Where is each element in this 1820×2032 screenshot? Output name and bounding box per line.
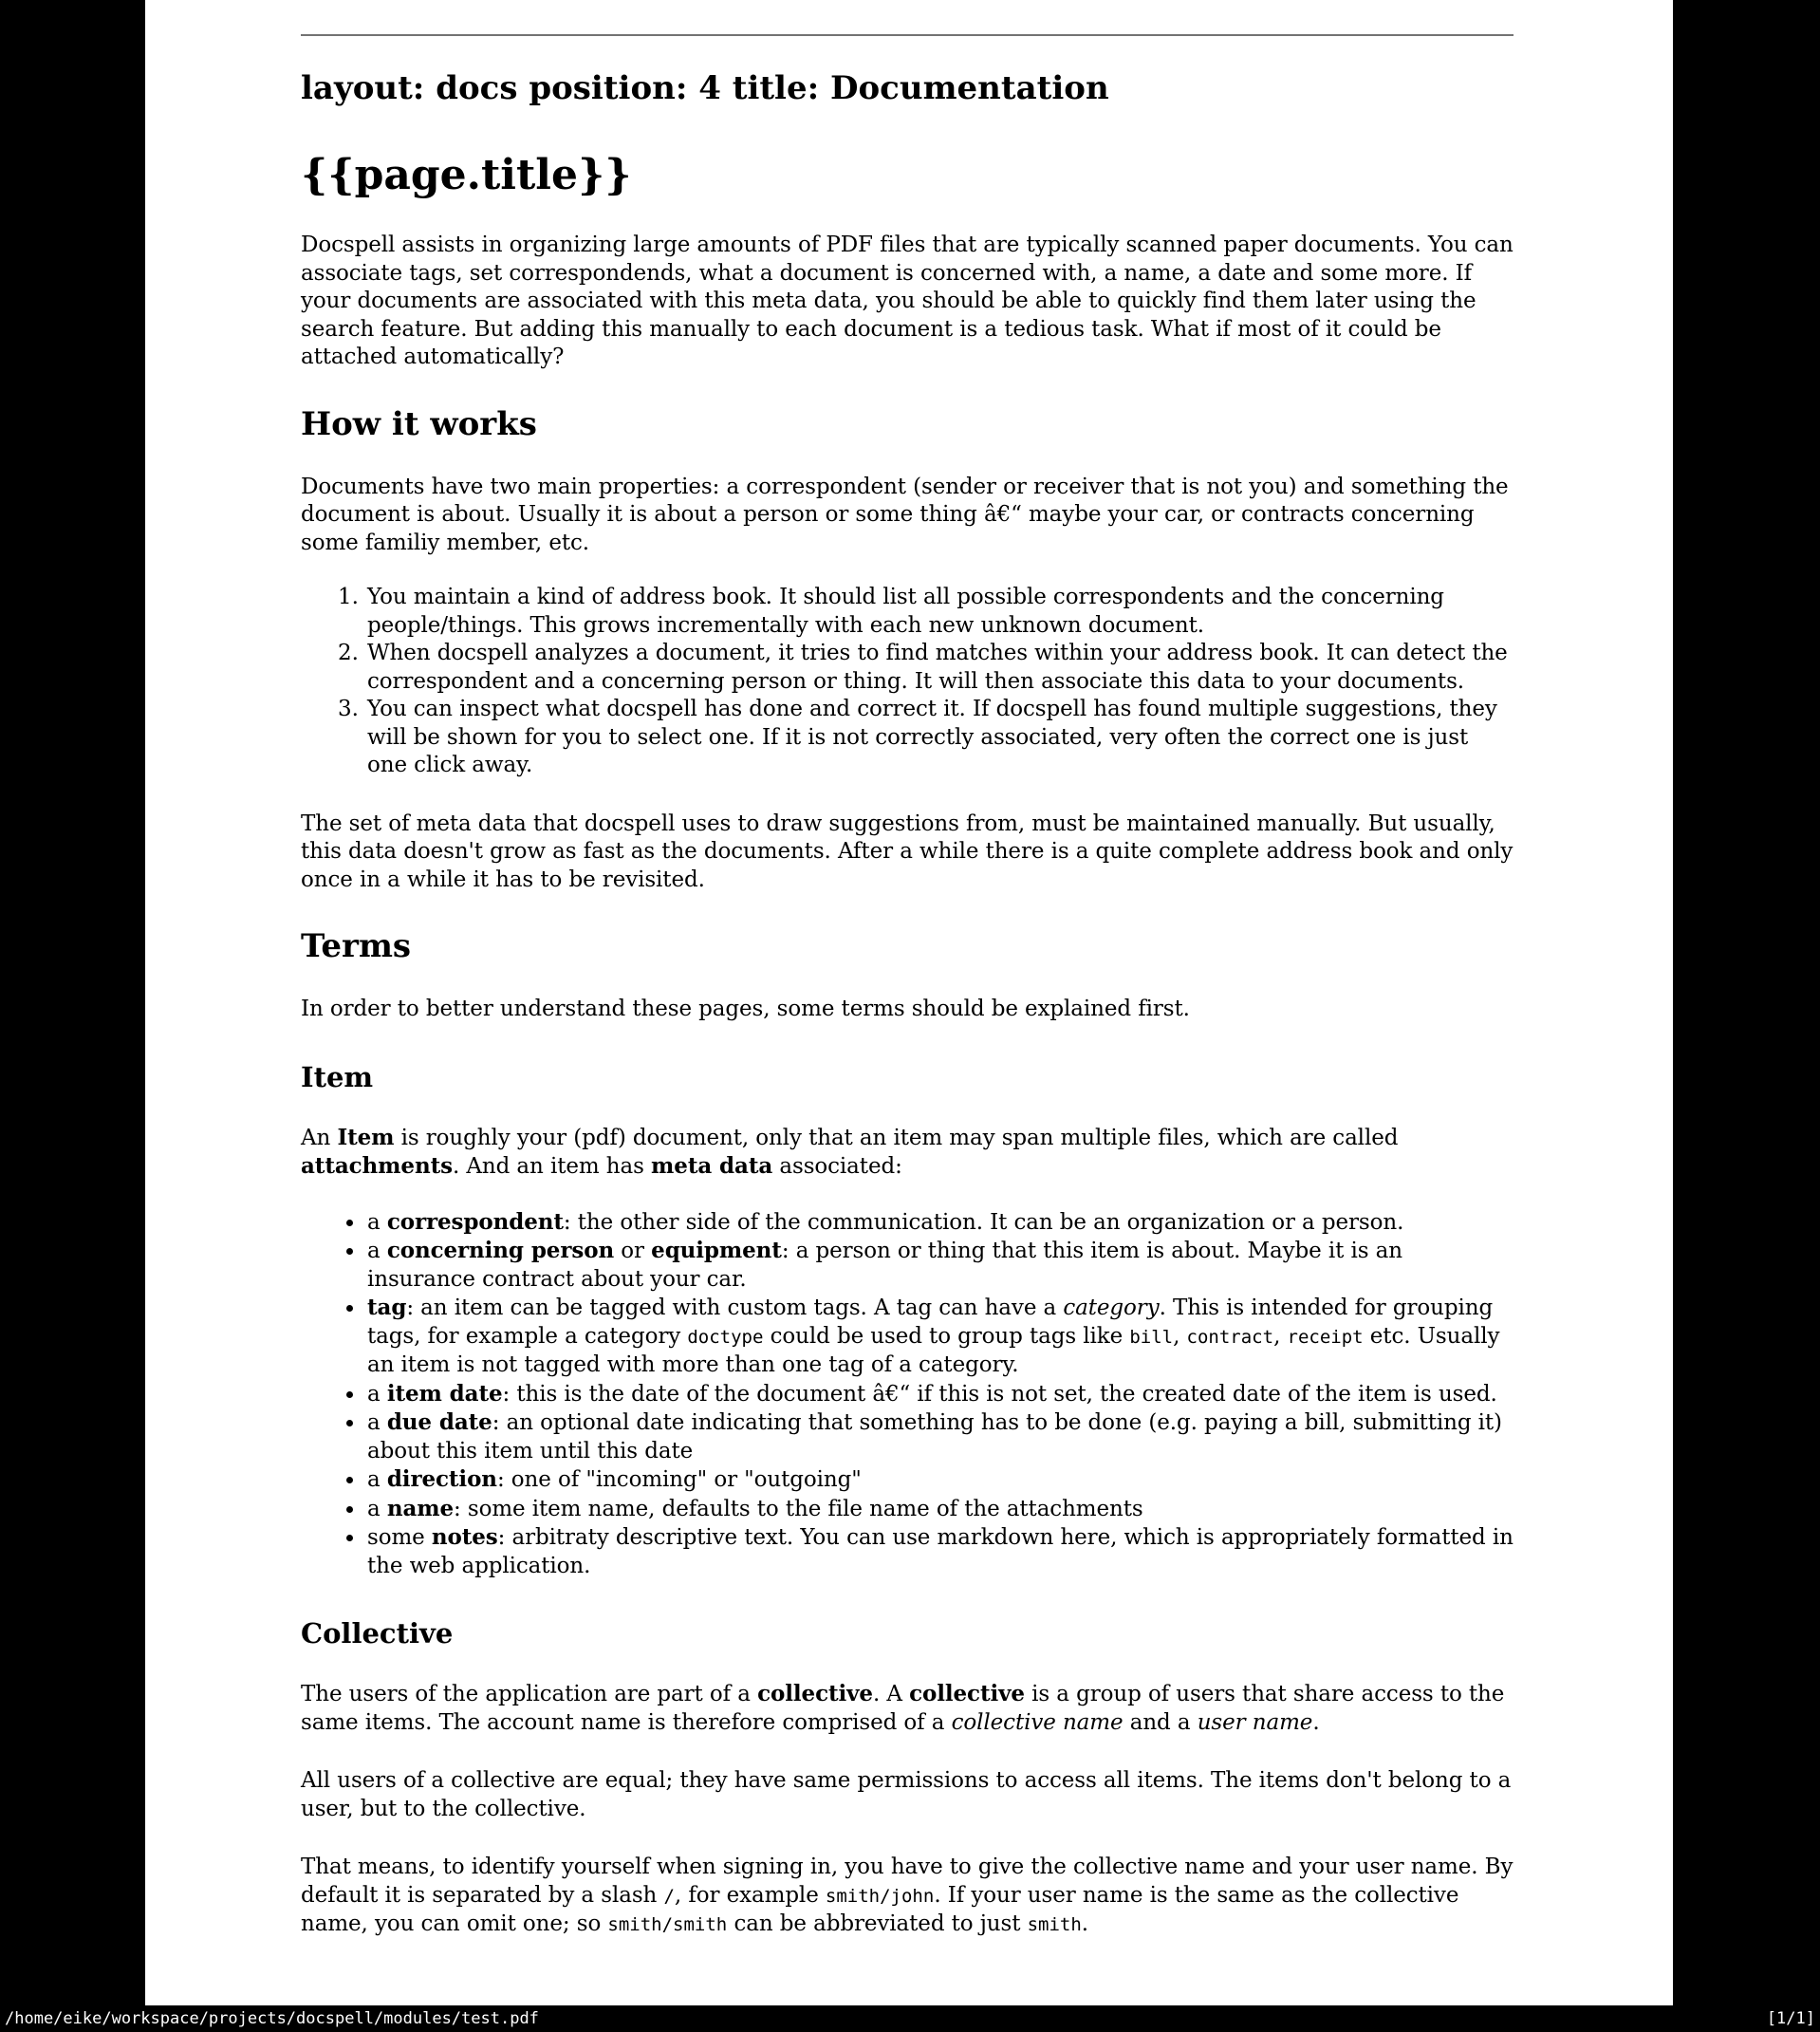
bold-text: equipment (651, 1238, 782, 1263)
section-item (301, 1062, 1514, 1093)
list-item (365, 696, 1514, 780)
inline-code: doctype (687, 1326, 764, 1348)
text-run: You can inspect what docspell has done and correct it. If docspell has found multiple suggestions, they will be shown for you to select one. If it is not correctly associated, very often the correct one is just one click away. (367, 697, 1497, 777)
bold-text: collective (909, 1681, 1025, 1706)
italic-text: collective name (951, 1709, 1124, 1735)
text-run: How it works (301, 404, 537, 443)
text-run: That means, to identify yourself when signing in, you have to give the collective name and your user name. By default it is separated by a slash (301, 1855, 1514, 1908)
text-run: a (367, 1239, 387, 1263)
item-meta-data-list (301, 1208, 1514, 1581)
list-item (365, 1294, 1514, 1380)
bold-text: due date (386, 1409, 492, 1435)
how-it-works-steps (301, 584, 1514, 780)
text-run: associated: (772, 1154, 902, 1179)
item-paragraph (301, 1124, 1514, 1182)
statusbar-file-path: /home/eike/workspace/projects/docspell/modules/test.pdf (5, 2009, 539, 2028)
text-run: Docspell assists in organizing large amounts of PDF files that are typically scanned paper documents. You can associate tags, set correspondends, what a document is concerned with, a name, a date and some more. If your documents are associated with this meta data, you should be able to quickly find them later using the search feature. But adding this manually to each document is a tedious task. What if most of it could be attached automatically? (301, 233, 1514, 369)
text-run: All users of a collective are equal; they have same permissions to access all items. The items don't belong to a user, but to the collective. (301, 1768, 1512, 1821)
text-run: some (367, 1525, 432, 1550)
list-item (365, 1237, 1514, 1294)
text-run: layout: docs position: 4 title: Documentation (301, 69, 1109, 107)
text-run: : this is the date of the document â€“ if this is not set, the created date of the item is used. (502, 1381, 1497, 1407)
collective-paragraph-3 (301, 1854, 1514, 1940)
bold-text: meta data (651, 1153, 773, 1179)
text-run: : some item name, defaults to the file name of the attachments (454, 1496, 1143, 1521)
text-run: a (367, 1381, 387, 1407)
bold-text: name (386, 1495, 455, 1521)
text-run: Terms (301, 927, 412, 965)
bold-text: direction (386, 1466, 497, 1492)
text-run: Collective (301, 1617, 454, 1650)
italic-text: user name (1197, 1709, 1313, 1735)
text-run: can be abbreviated to just (727, 1911, 1028, 1936)
text-run: . And an item has (452, 1154, 652, 1179)
text-run: . This is intended for grouping tags, for example a category (367, 1296, 1494, 1349)
text-run: could be used to group tags like (763, 1323, 1130, 1349)
text-run: Documents have two main properties: a correspondent (sender or receiver that is not you) and something the document is about. Usually it is about a person or some thing â€“ maybe your car, or contracts concerning some familiy member, etc. (301, 474, 1509, 555)
text-run: : one of "incoming" or "outgoing" (496, 1467, 862, 1492)
text-run: etc. Usually an item is not tagged with more than one tag of a category. (367, 1323, 1500, 1377)
text-run: is a group of users that share access to the same items. The account name is therefore comprised of a (301, 1682, 1505, 1735)
text-run: or (614, 1239, 652, 1263)
list-item (365, 584, 1514, 640)
text-run: In order to better understand these pages, some terms should be explained first. (301, 997, 1190, 1021)
text-run: The set of meta data that docspell uses to draw suggestions from, must be maintained manually. But usually, this data doesn't grow as fast as the documents. After a while there is a quite complete address book and only once in a while it has to be revisited. (301, 811, 1514, 892)
collective-paragraph-1 (301, 1680, 1514, 1737)
list-item (365, 1465, 1514, 1495)
list-item (365, 640, 1514, 696)
front-matter-heading (301, 70, 1514, 107)
inline-code: smith/smith (607, 1914, 728, 1935)
bold-text: item date (386, 1380, 503, 1407)
text-run: : a person or thing that this item is about. Maybe it is an insurance contract about your car. (367, 1239, 1402, 1292)
text-run: . A (872, 1682, 910, 1706)
text-run: Item (301, 1060, 374, 1093)
text-run: When docspell analyzes a document, it tries to find matches within your address book. It can detect the correspondent and a concerning person or thing. It will then associate this data to your documents. (367, 641, 1508, 694)
document-content (301, 0, 1514, 1940)
text-run: , for example (674, 1882, 826, 1908)
statusbar (0, 2005, 1820, 2032)
pdf-page[interactable] (145, 0, 1673, 2005)
inline-code: receipt (1287, 1326, 1364, 1348)
inline-code: / (663, 1885, 675, 1907)
text-run: The users of the application are part of a (301, 1682, 758, 1706)
list-item (365, 1380, 1514, 1409)
bold-text: attachments (301, 1153, 453, 1179)
collective-paragraph-2 (301, 1767, 1514, 1823)
text-run: a (367, 1467, 387, 1492)
inline-code: contract (1186, 1326, 1274, 1348)
bold-text: collective (757, 1681, 873, 1706)
text-run: You maintain a kind of address book. It should list all possible correspondents and the concerning people/things. This grows incrementally with each new unknown document. (367, 585, 1444, 638)
text-run: An (301, 1125, 338, 1150)
front-matter-rule (301, 34, 1514, 36)
intro-paragraph (301, 232, 1514, 372)
bold-text: Item (337, 1124, 395, 1150)
text-run: : an item can be tagged with custom tags. A tag can have a (406, 1296, 1064, 1320)
list-item (365, 1208, 1514, 1238)
bold-text: concerning person (386, 1238, 615, 1263)
text-run: and a (1123, 1709, 1198, 1735)
bold-text: notes (431, 1524, 498, 1550)
text-run: is roughly your (pdf) document, only that an item may span multiple files, which are called (394, 1125, 1399, 1150)
bold-text: tag (367, 1295, 407, 1320)
text-run: : the other side of the communication. It can be an organization or a person. (563, 1209, 1404, 1235)
meta-data-paragraph (301, 811, 1514, 895)
list-item (365, 1495, 1514, 1524)
bold-text: correspondent (386, 1208, 564, 1235)
section-terms (301, 928, 1514, 965)
statusbar-page-indicator: [1/1] (1766, 2009, 1815, 2028)
text-run: : arbitraty descriptive text. You can use markdown here, which is appropriately formatted in the web application. (367, 1525, 1514, 1578)
section-how-it-works (301, 406, 1514, 443)
text-run: , (1273, 1323, 1288, 1349)
italic-text: category (1063, 1296, 1160, 1320)
inline-code: smith/john (825, 1885, 935, 1907)
section-collective (301, 1618, 1514, 1650)
inline-code: smith (1027, 1914, 1082, 1935)
text-run: : an optional date indicating that something has to be done (e.g. paying a bill, submitting it) about this item until this date (367, 1410, 1502, 1463)
text-run: a (367, 1496, 387, 1521)
text-run: . (1312, 1709, 1320, 1735)
text-run: a (367, 1410, 387, 1435)
page-title (301, 149, 1514, 201)
inline-code: bill (1129, 1326, 1174, 1348)
how-it-works-paragraph (301, 474, 1514, 558)
terms-intro-paragraph (301, 996, 1514, 1024)
text-run: {{page.title}} (301, 151, 632, 199)
text-run: a (367, 1209, 387, 1235)
text-run: . (1081, 1911, 1088, 1936)
list-item (365, 1408, 1514, 1465)
text-run: . If your user name is the same as the collective name, you can omit one; so (301, 1882, 1459, 1936)
text-run: , (1173, 1323, 1187, 1349)
list-item (365, 1523, 1514, 1580)
